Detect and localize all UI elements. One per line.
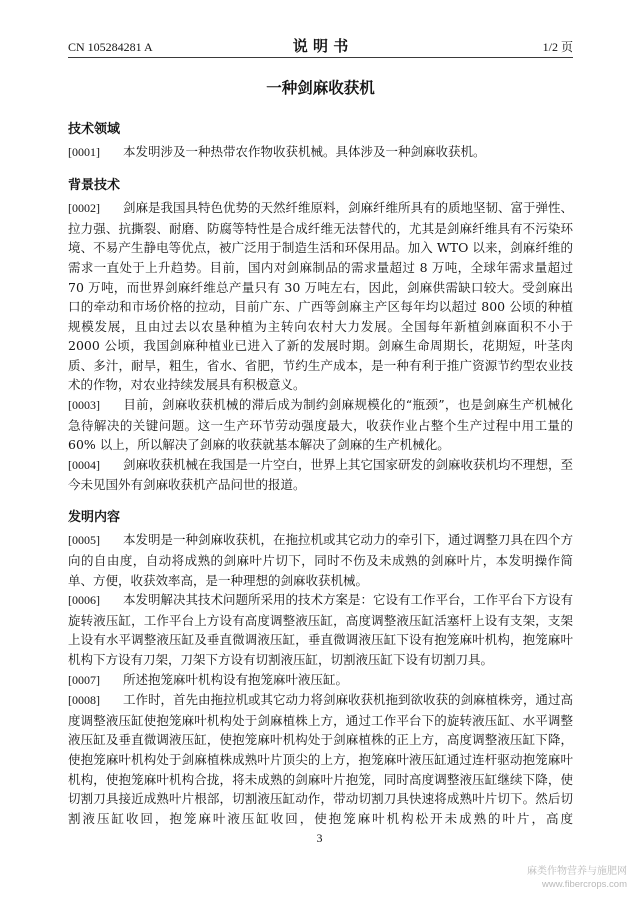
document-body [68,120,573,828]
page-info: 1/2 页 [542,40,573,54]
section-heading: 技术领域 [68,122,121,138]
section-heading: 发明内容 [68,510,121,526]
paragraph-number: [0002] [68,201,100,216]
paragraph-text: 本发明解决其技术问题所采用的技术方案是：它设有工作平台，工作平台下方设有旋转液压缸，工作平台上方设有高度调整液压缸，高度调整液压缸活塞杆上设有支架，支架上设有水平调整液压缸及垂直微调液压缸，垂直微调液压缸下设有抱笼麻叶机构，抱笼麻叶机构下方设有刀架，刀架下方设有切割液压缸，切割液压缸下设有切割刀具。 [68,592,574,667]
paragraph-text: 本发明涉及一种热带农作物收获机械。具体涉及一种剑麻收获机。 [123,144,486,160]
watermark [527,865,627,891]
document-title: 一种剑麻收获机 [266,78,375,97]
section-background [68,176,573,495]
section-heading: 背景技术 [68,178,121,194]
paragraph-number: [0006] [68,593,100,608]
paragraph-text: 所述抱笼麻叶机构设有抱笼麻叶液压缸。 [123,671,349,687]
paragraph-text: 剑麻是我国具特色优势的天然纤维原料，剑麻纤维所具有的质地坚韧、富于弹性、拉力强、抗撕裂、耐磨、防腐等特性是合成纤维无法替代的，尤其是剑麻纤维具有不污染环境、不易产生静电等优点，被广泛用于制造生活和环保用品。加入 WTO 以来，剑麻纤维的需求一直处于上升趋势。目前，国内对剑麻制品的需求量超过 8 万吨，全球年需求量超过 70 万吨，而世界剑麻纤维总产量只有 30 万吨左右，因此，剑麻供需缺口较大。受剑麻出口的牵动和市场价格的拉动，目前广东、广西等剑麻主产区每年均以超过 800 公顷的种植规模发展，且由过去以农垦种植为主转向农村大力发展。全国每年新植剑麻面积不小于 2000 公顷，我国剑麻种植业已进入了新的发展时期。剑麻生命周期长，花期短，叶茎肉质、多汁，耐旱，粗生，省水、省肥，节约生产成本，是一种有利于推广资源节约型农业技术的作物，对农业持续发展具有积极意义。 [68,200,574,393]
section-summary [68,508,573,828]
watermark-url: www.fibercrops.com [542,879,627,890]
document-number: CN 105284281 A [68,40,153,54]
paragraph-number: [0001] [68,145,100,160]
paragraph-text: 本发明是一种剑麻收获机，在拖拉机或其它动力的牵引下，通过调整刀具在四个方向的自由度，自动将成熟的剑麻叶片切下，同时不伤及未成熟的剑麻叶片，本发明操作简单、方便，收获效率高，是一种理想的剑麻收获机械。 [68,532,574,588]
paragraph-number: [0007] [68,672,100,687]
paragraph-text: 剑麻收获机械在我国是一片空白，世界上其它国家研发的剑麻收获机均不理想，至今未见国外有剑麻收获机产品问世的报道。 [68,456,574,493]
paragraph-0004 [68,455,573,495]
paragraph-0001 [68,142,573,163]
document-type: 说 明 书 [292,37,349,55]
page-header [68,37,573,55]
watermark-site-name: 麻类作物营养与施肥网 [527,866,627,877]
section-technical-field [68,120,573,163]
page-number: 3 [316,831,323,845]
paragraph-0005 [68,530,573,590]
paragraph-0008 [68,690,573,828]
paragraph-0003 [68,395,573,455]
paragraph-number: [0005] [68,533,100,548]
paragraph-number: [0004] [68,457,100,472]
header-rule [68,57,573,58]
paragraph-number: [0003] [68,398,100,413]
paragraph-0006 [68,590,573,669]
paragraph-0002 [68,198,573,395]
paragraph-text: 目前，剑麻收获机械的滞后成为制约剑麻规模化的“瓶颈”，也是剑麻生产机械化急待解决的关键问题。这一生产环节劳动强度最大，收获作业占整个生产过程中用工量的 60% 以上，所以解决了剑麻的收获就基本解决了剑麻的生产机械化。 [68,397,573,453]
paragraph-number: [0008] [68,693,100,708]
paragraph-text: 工作时，首先由拖拉机或其它动力将剑麻收获机拖到欲收获的剑麻植株旁，通过高度调整液压缸使抱笼麻叶机构处于剑麻植株上方，通过工作平台下的旋转液压缸、水平调整液压缸及垂直微调液压缸，使抱笼麻叶机构处于剑麻植株的正上方，高度调整液压缸下降，使抱笼麻叶机构处于剑麻植株成熟叶片顶尖的上方，抱笼麻叶液压缸通过连杆驱动抱笼麻叶机构，使抱笼麻叶机构合拢，将未成熟的剑麻叶片抱笼，同时高度调整液压缸继续下降，使切割刀具接近成熟叶片根部，切割液压缸动作，带动切割刀具快速将成熟叶片切下。然后切割液压缸收回，抱笼麻叶液压缸收回，使抱笼麻叶机构松开未成熟的叶片，高度 [68,692,574,826]
paragraph-0007 [68,670,573,691]
